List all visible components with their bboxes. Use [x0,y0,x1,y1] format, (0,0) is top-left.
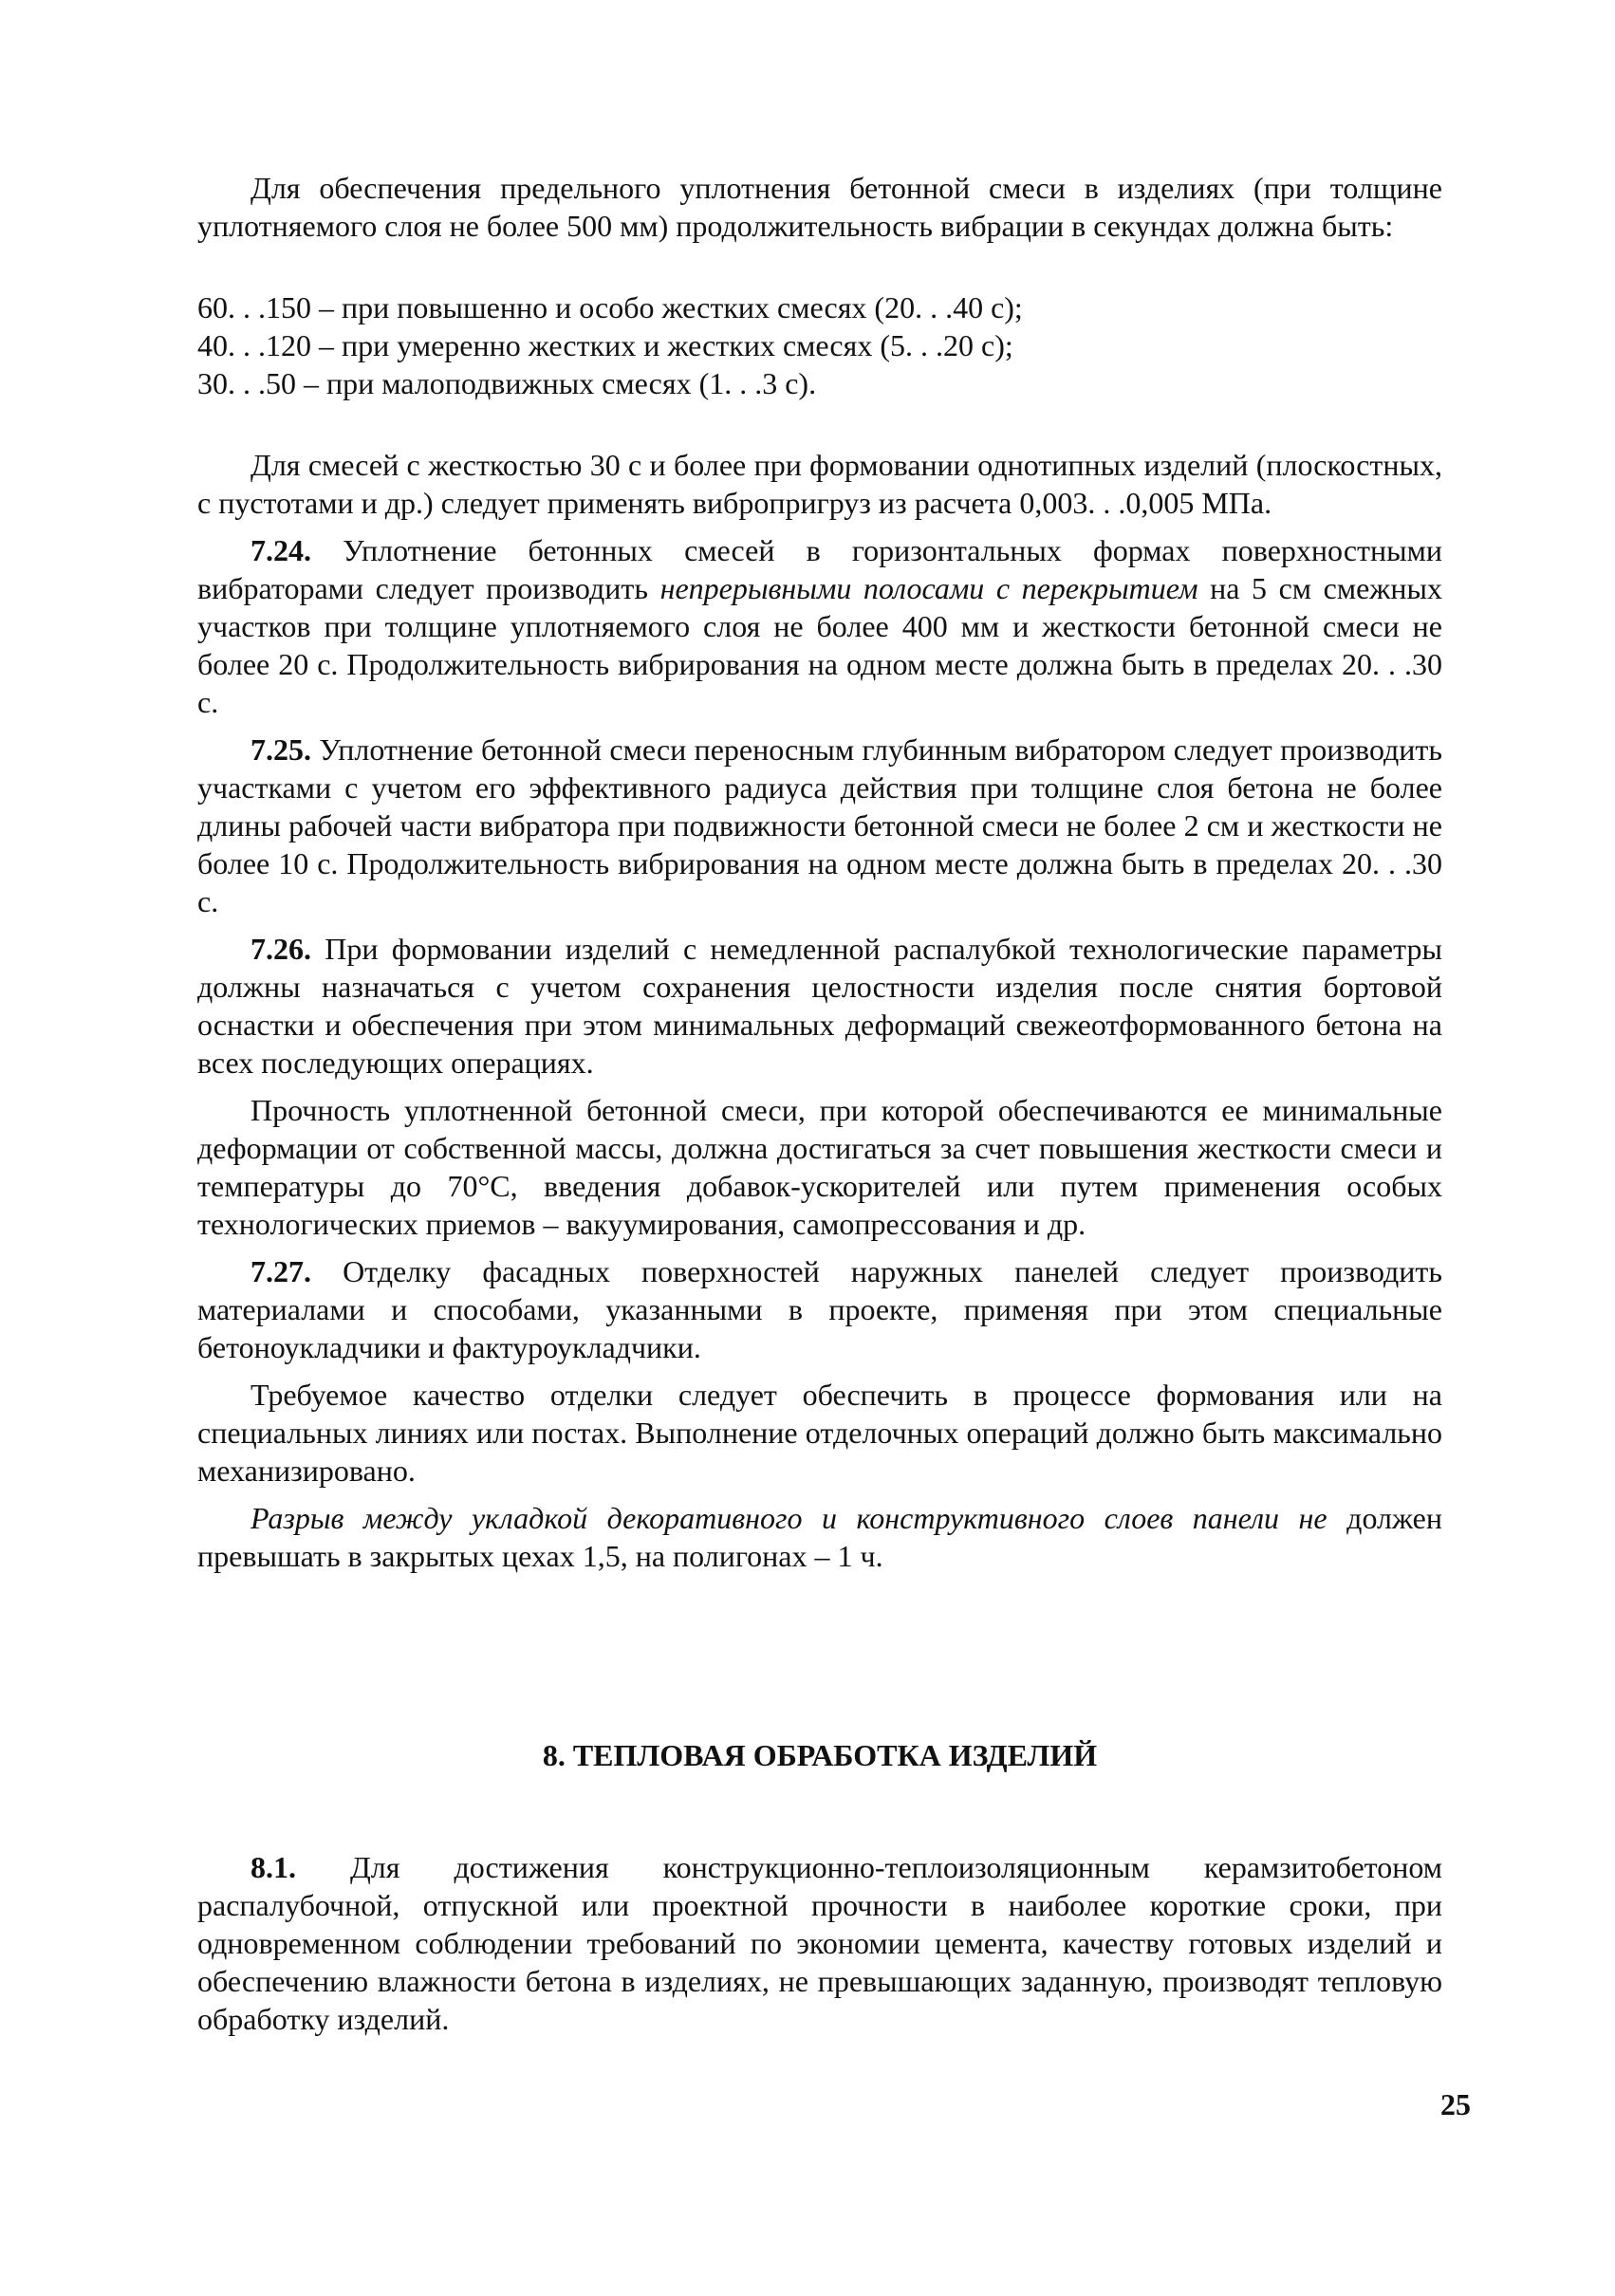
section-7-24 [197,531,1442,721]
gap-text-italic: Разрыв между укладкой декоративного и конструктивного слоев панели не [251,1501,1327,1535]
section-7-26 [197,930,1442,1082]
section-text: Уплотнение бетонных смесей в горизонтальных формах поверхностными вибраторами следует производить [197,533,1443,605]
rigid-mix-paragraph: Для смесей с жесткостью 30 с и более при формовании однотипных изделий (плоскостных, с пустотами и др.) следует применять вибропригруз из расчета 0,003. . .0,005 МПа. [197,448,1442,520]
section-text-italic: непрерывными полосами с перекрытием [659,571,1198,605]
list-item: 60. . .150 – при повышенно и особо жестких смесях (20. . .40 с); [197,290,1023,324]
strength-paragraph: Прочность уплотненной бетонной смеси, при которой обеспечиваются ее минимальные деформации от собственной массы, должна достигаться за счет повышения жесткости смеси и температуры до 70°С, введения добавок-ускорителей или путем применения особых технологических приемов – вакуумирования, самопрессования и др. [197,1093,1442,1241]
section-number: 7.27. [251,1254,311,1288]
section-number: 7.24. [251,533,311,567]
gap-text: должен превышать в закрытых цехах 1,5, на полигонах – 1 ч. [197,1501,1443,1573]
finish-quality-paragraph: Требуемое качество отделки следует обеспечить в процессе формования или на специальных линиях или постах. Выполнение отделочных операций должно быть максимально механизировано. [197,1378,1442,1488]
list-item: 40. . .120 – при умеренно жестких и жестких смесях (5. . .20 с); [197,328,1013,362]
section-8-body [197,1848,1442,2047]
section-8-1 [197,1848,1442,2038]
section-8-heading: 8. ТЕПЛОВАЯ ОБРАБОТКА ИЗДЕЛИЙ [542,1738,1098,1772]
page-number: 25 [1440,2087,1471,2121]
section-text: При формовании изделий с немедленной распалубкой технологические параметры должны назначаться с учетом сохранения целостности изделия после снятия бортовой оснастки и обеспечения при этом минимальных деформаций свежеотформованного бетона на всех последующих операциях. [197,932,1443,1080]
section-number: 7.26. [251,932,311,966]
section-7-27 [197,1252,1442,1366]
vibration-duration-list [197,288,1442,402]
section-text: на 5 см смежных участков при толщине уплотняемого слоя не более 400 мм и жесткости бетонной смеси не более 20 с. Продолжительность вибрирования на одном месте должна быть в пределах 20. . .30 с. [197,571,1443,719]
section-text: Для достижения конструкционно-теплоизоляционным керамзитобетоном распалубочной, отпускной или проектной прочности в наиболее короткие сроки, при одновременном соблюдении требований по экономии цемента, качеству готовых изделий и обеспечению влажности бетона в изделиях, не превышающих заданную, производят тепловую обработку изделий. [197,1850,1443,2036]
section-number: 8.1. [251,1850,296,1884]
section-7-25 [197,731,1442,920]
section-text: Отделку фасадных поверхностей наружных панелей следует производить материалами и способами, указанными в проекте, применяя при этом специальные бетоноукладчики и фактуроукладчики. [197,1254,1442,1364]
intro-paragraph: Для обеспечения предельного уплотнения бетонной смеси в изделиях (при толщине уплотняемого слоя не более 500 мм) продолжительность вибрации в секундах должна быть: [197,171,1442,243]
layer-gap-paragraph [197,1499,1442,1575]
section-text: Уплотнение бетонной смеси переносным глубинным вибратором следует производить участками с учетом его эффективного радиуса действия при толщине слоя бетона не более длины рабочей части вибратора при подвижности бетонной смеси не более 2 см и жесткости не более 10 с. Продолжительность вибрирования на одном месте должна быть в пределах 20. . .30 с. [197,732,1443,918]
section-number: 7.25. [251,732,311,767]
list-item: 30. . .50 – при малоподвижных смесях (1. . .3 с). [197,366,817,400]
body-text [197,169,1442,1584]
